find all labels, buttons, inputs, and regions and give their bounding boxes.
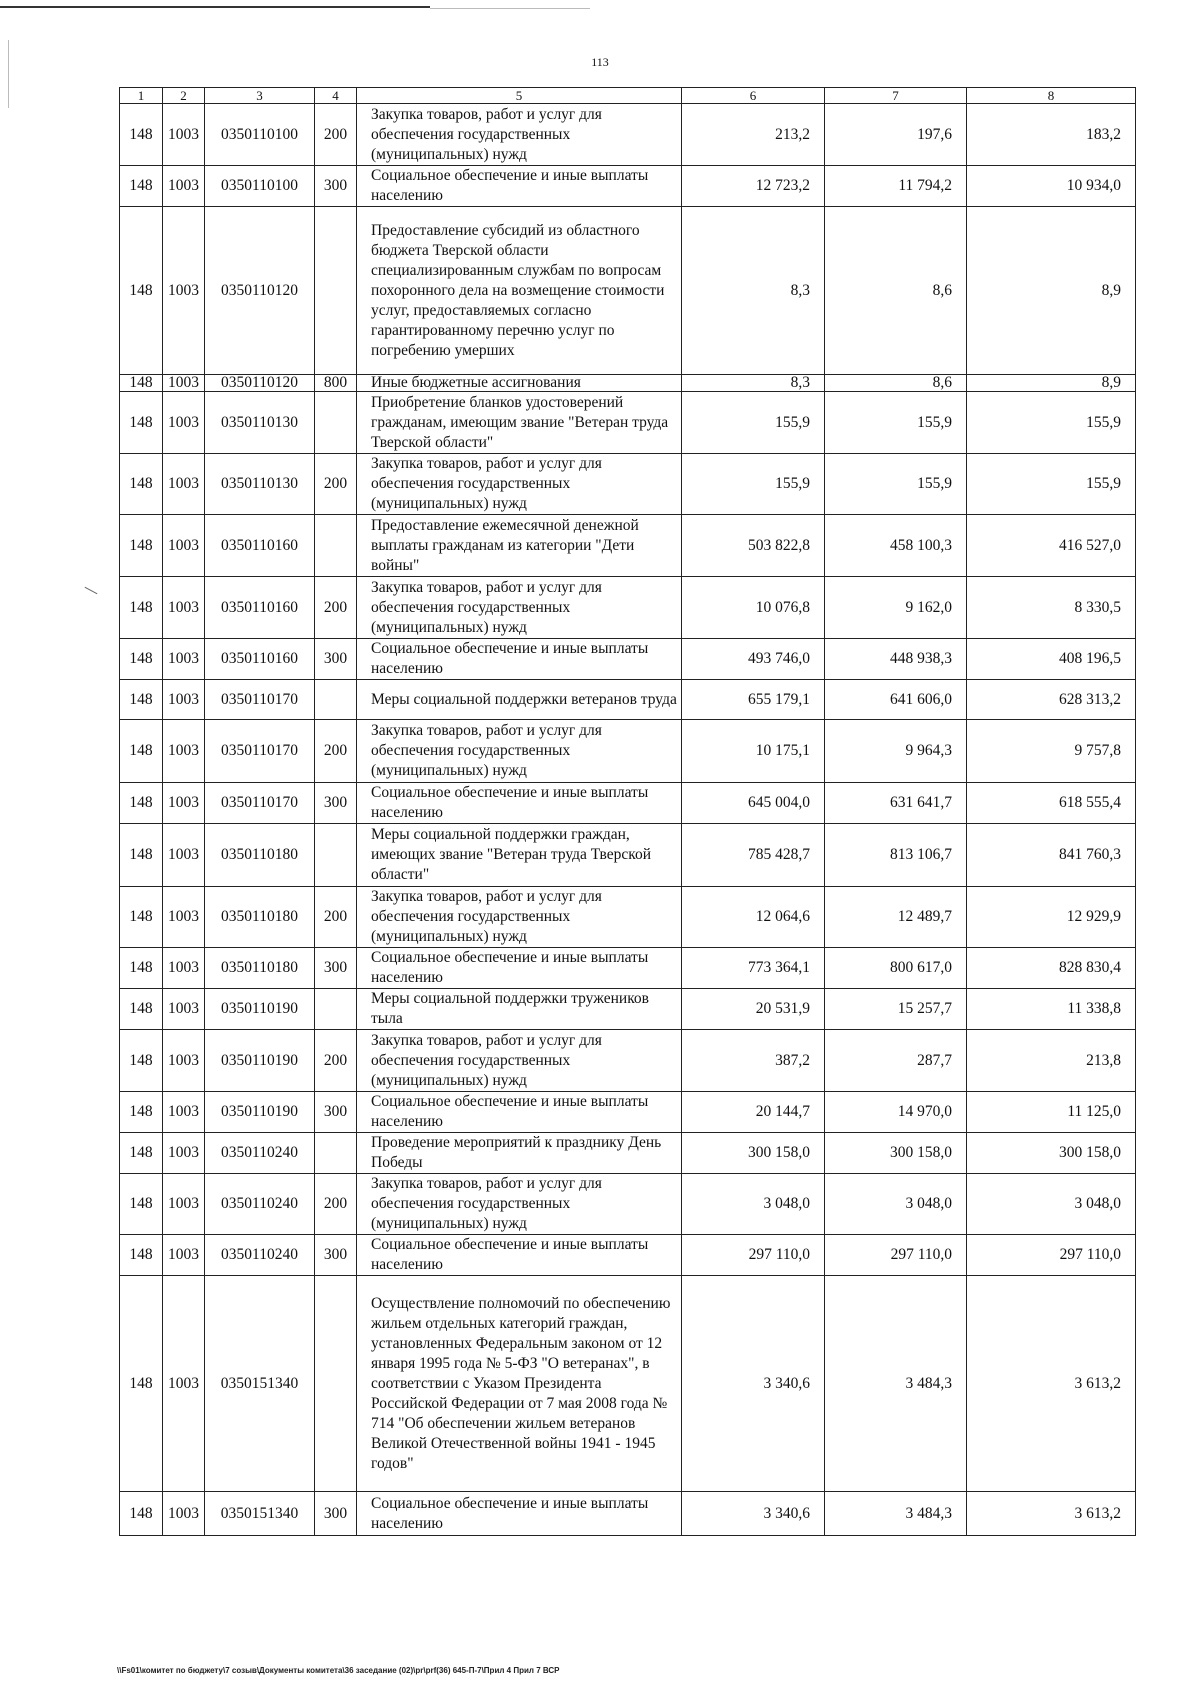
description-cell: Социальное обеспечение и иные выплаты населению	[357, 948, 682, 989]
target-article-cell: 0350110190	[205, 1092, 315, 1133]
target-article-cell: 0350110130	[205, 454, 315, 515]
amount-year3-cell: 300 158,0	[967, 1133, 1136, 1174]
description-cell: Закупка товаров, работ и услуг для обеспечения государственных (муниципальных) нужд	[357, 1030, 682, 1092]
admin-code-cell: 148	[120, 989, 163, 1030]
table-row	[120, 948, 1136, 989]
expense-type-cell: 300	[315, 948, 357, 989]
scan-top-line	[0, 6, 430, 8]
amount-year1-cell: 503 822,8	[682, 515, 825, 577]
table-row	[120, 989, 1136, 1030]
target-article-cell: 0350110190	[205, 1030, 315, 1092]
target-article-cell: 0350151340	[205, 1276, 315, 1492]
amount-year3-cell: 11 125,0	[967, 1092, 1136, 1133]
table-row	[120, 392, 1136, 454]
expense-type-cell: 200	[315, 887, 357, 948]
amount-year2-cell: 9 162,0	[825, 577, 967, 639]
description-cell: Иные бюджетные ассигнования	[357, 375, 682, 392]
description-cell: Закупка товаров, работ и услуг для обеспечения государственных (муниципальных) нужд	[357, 577, 682, 639]
section-code-cell: 1003	[163, 1133, 205, 1174]
amount-year2-cell: 9 964,3	[825, 720, 967, 783]
description-cell: Социальное обеспечение и иные выплаты населению	[357, 639, 682, 680]
admin-code-cell: 148	[120, 680, 163, 720]
expense-type-cell: 200	[315, 577, 357, 639]
column-number-row	[120, 88, 1136, 104]
table-body	[120, 104, 1136, 1536]
amount-year2-cell: 631 641,7	[825, 783, 967, 824]
amount-year1-cell: 387,2	[682, 1030, 825, 1092]
expense-type-cell: 300	[315, 1092, 357, 1133]
column-header: 1	[120, 88, 163, 104]
description-cell: Приобретение бланков удостоверений гражданам, имеющим звание "Ветеран труда Тверской области"	[357, 392, 682, 454]
section-code-cell: 1003	[163, 948, 205, 989]
target-article-cell: 0350110130	[205, 392, 315, 454]
expense-type-cell: 200	[315, 720, 357, 783]
admin-code-cell: 148	[120, 1133, 163, 1174]
section-code-cell: 1003	[163, 783, 205, 824]
expense-type-cell	[315, 207, 357, 375]
expense-type-cell	[315, 392, 357, 454]
section-code-cell: 1003	[163, 166, 205, 207]
amount-year1-cell: 12 723,2	[682, 166, 825, 207]
admin-code-cell: 148	[120, 166, 163, 207]
table-row	[120, 824, 1136, 887]
target-article-cell: 0350110160	[205, 639, 315, 680]
amount-year2-cell: 458 100,3	[825, 515, 967, 577]
admin-code-cell: 148	[120, 948, 163, 989]
description-cell: Меры социальной поддержки ветеранов труда	[357, 680, 682, 720]
expense-type-cell: 200	[315, 1030, 357, 1092]
table-row	[120, 720, 1136, 783]
target-article-cell: 0350110100	[205, 104, 315, 166]
table-row	[120, 887, 1136, 948]
target-article-cell: 0350110180	[205, 948, 315, 989]
amount-year2-cell: 12 489,7	[825, 887, 967, 948]
amount-year1-cell: 3 340,6	[682, 1492, 825, 1536]
target-article-cell: 0350110170	[205, 720, 315, 783]
budget-table	[119, 87, 1136, 1536]
amount-year3-cell: 11 338,8	[967, 989, 1136, 1030]
amount-year2-cell: 8,6	[825, 375, 967, 392]
amount-year1-cell: 3 048,0	[682, 1174, 825, 1235]
amount-year3-cell: 618 555,4	[967, 783, 1136, 824]
expense-type-cell: 800	[315, 375, 357, 392]
description-cell: Социальное обеспечение и иные выплаты населению	[357, 166, 682, 207]
section-code-cell: 1003	[163, 1235, 205, 1276]
amount-year3-cell: 841 760,3	[967, 824, 1136, 887]
admin-code-cell: 148	[120, 515, 163, 577]
section-code-cell: 1003	[163, 375, 205, 392]
section-code-cell: 1003	[163, 104, 205, 166]
amount-year2-cell: 15 257,7	[825, 989, 967, 1030]
section-code-cell: 1003	[163, 1492, 205, 1536]
description-cell: Меры социальной поддержки тружеников тыла	[357, 989, 682, 1030]
amount-year1-cell: 155,9	[682, 392, 825, 454]
section-code-cell: 1003	[163, 1030, 205, 1092]
scan-margin-mark	[85, 587, 98, 594]
column-header: 4	[315, 88, 357, 104]
target-article-cell: 0350110100	[205, 166, 315, 207]
amount-year1-cell: 297 110,0	[682, 1235, 825, 1276]
column-header: 7	[825, 88, 967, 104]
amount-year1-cell: 645 004,0	[682, 783, 825, 824]
table-row	[120, 1092, 1136, 1133]
amount-year1-cell: 785 428,7	[682, 824, 825, 887]
amount-year3-cell: 3 613,2	[967, 1276, 1136, 1492]
description-cell: Закупка товаров, работ и услуг для обеспечения государственных (муниципальных) нужд	[357, 454, 682, 515]
description-cell: Проведение мероприятий к празднику День Победы	[357, 1133, 682, 1174]
amount-year2-cell: 300 158,0	[825, 1133, 967, 1174]
section-code-cell: 1003	[163, 454, 205, 515]
section-code-cell: 1003	[163, 392, 205, 454]
target-article-cell: 0350110240	[205, 1235, 315, 1276]
amount-year3-cell: 9 757,8	[967, 720, 1136, 783]
amount-year1-cell: 20 144,7	[682, 1092, 825, 1133]
column-header: 2	[163, 88, 205, 104]
expense-type-cell: 200	[315, 1174, 357, 1235]
amount-year1-cell: 3 340,6	[682, 1276, 825, 1492]
expense-type-cell: 300	[315, 1492, 357, 1536]
target-article-cell: 0350151340	[205, 1492, 315, 1536]
amount-year3-cell: 297 110,0	[967, 1235, 1136, 1276]
table-row	[120, 104, 1136, 166]
expense-type-cell: 300	[315, 639, 357, 680]
expense-type-cell: 300	[315, 783, 357, 824]
table-row	[120, 1492, 1136, 1536]
admin-code-cell: 148	[120, 1174, 163, 1235]
column-header: 5	[357, 88, 682, 104]
target-article-cell: 0350110160	[205, 577, 315, 639]
target-article-cell: 0350110120	[205, 207, 315, 375]
amount-year1-cell: 773 364,1	[682, 948, 825, 989]
scan-top-line-faint	[430, 8, 590, 9]
table-row	[120, 1276, 1136, 1492]
page-number: 113	[591, 55, 609, 69]
amount-year2-cell: 3 484,3	[825, 1276, 967, 1492]
amount-year2-cell: 813 106,7	[825, 824, 967, 887]
section-code-cell: 1003	[163, 1092, 205, 1133]
column-header: 6	[682, 88, 825, 104]
amount-year3-cell: 3 048,0	[967, 1174, 1136, 1235]
target-article-cell: 0350110170	[205, 783, 315, 824]
table-row	[120, 680, 1136, 720]
table-row	[120, 1174, 1136, 1235]
admin-code-cell: 148	[120, 1030, 163, 1092]
amount-year3-cell: 8 330,5	[967, 577, 1136, 639]
admin-code-cell: 148	[120, 104, 163, 166]
section-code-cell: 1003	[163, 824, 205, 887]
amount-year1-cell: 213,2	[682, 104, 825, 166]
section-code-cell: 1003	[163, 577, 205, 639]
description-cell: Закупка товаров, работ и услуг для обеспечения государственных (муниципальных) нужд	[357, 887, 682, 948]
description-cell: Закупка товаров, работ и услуг для обеспечения государственных (муниципальных) нужд	[357, 720, 682, 783]
admin-code-cell: 148	[120, 1492, 163, 1536]
amount-year3-cell: 213,8	[967, 1030, 1136, 1092]
amount-year3-cell: 155,9	[967, 454, 1136, 515]
amount-year3-cell: 3 613,2	[967, 1492, 1136, 1536]
amount-year3-cell: 12 929,9	[967, 887, 1136, 948]
amount-year2-cell: 641 606,0	[825, 680, 967, 720]
description-cell: Социальное обеспечение и иные выплаты населению	[357, 1092, 682, 1133]
section-code-cell: 1003	[163, 1174, 205, 1235]
target-article-cell: 0350110180	[205, 887, 315, 948]
admin-code-cell: 148	[120, 783, 163, 824]
target-article-cell: 0350110160	[205, 515, 315, 577]
section-code-cell: 1003	[163, 515, 205, 577]
expense-type-cell	[315, 1133, 357, 1174]
section-code-cell: 1003	[163, 989, 205, 1030]
description-cell: Меры социальной поддержки граждан, имеющих звание "Ветеран труда Тверской области"	[357, 824, 682, 887]
target-article-cell: 0350110170	[205, 680, 315, 720]
amount-year2-cell: 297 110,0	[825, 1235, 967, 1276]
amount-year3-cell: 8,9	[967, 207, 1136, 375]
expense-type-cell: 200	[315, 104, 357, 166]
description-cell: Предоставление ежемесячной денежной выплаты гражданам из категории "Дети войны"	[357, 515, 682, 577]
amount-year2-cell: 14 970,0	[825, 1092, 967, 1133]
column-header: 3	[205, 88, 315, 104]
file-path-footer: \\Fs01\комитет по бюджету\7 созыв\Документы комитета\36 заседание (02)\pr\prf(36) 645-П-7\Прил 4 Прил 7 ВСР	[117, 1666, 560, 1675]
expense-type-cell	[315, 824, 357, 887]
amount-year1-cell: 10 175,1	[682, 720, 825, 783]
amount-year1-cell: 8,3	[682, 375, 825, 392]
target-article-cell: 0350110240	[205, 1133, 315, 1174]
section-code-cell: 1003	[163, 680, 205, 720]
amount-year2-cell: 800 617,0	[825, 948, 967, 989]
amount-year2-cell: 448 938,3	[825, 639, 967, 680]
target-article-cell: 0350110240	[205, 1174, 315, 1235]
table-row	[120, 207, 1136, 375]
table-row	[120, 1030, 1136, 1092]
amount-year1-cell: 20 531,9	[682, 989, 825, 1030]
description-cell: Социальное обеспечение и иные выплаты населению	[357, 1492, 682, 1536]
section-code-cell: 1003	[163, 207, 205, 375]
description-cell: Закупка товаров, работ и услуг для обеспечения государственных (муниципальных) нужд	[357, 104, 682, 166]
expense-type-cell: 300	[315, 1235, 357, 1276]
description-cell: Социальное обеспечение и иные выплаты населению	[357, 783, 682, 824]
table-row	[120, 639, 1136, 680]
table-row	[120, 515, 1136, 577]
amount-year1-cell: 8,3	[682, 207, 825, 375]
amount-year1-cell: 300 158,0	[682, 1133, 825, 1174]
admin-code-cell: 148	[120, 639, 163, 680]
description-cell: Предоставление субсидий из областного бюджета Тверской области специализированным службам по вопросам похоронного дела на возмещение стоимости услуг, предоставляемых согласно гарантированному перечню услуг по погребению умерших	[357, 207, 682, 375]
section-code-cell: 1003	[163, 887, 205, 948]
amount-year3-cell: 183,2	[967, 104, 1136, 166]
amount-year3-cell: 828 830,4	[967, 948, 1136, 989]
amount-year1-cell: 10 076,8	[682, 577, 825, 639]
admin-code-cell: 148	[120, 887, 163, 948]
table-row	[120, 783, 1136, 824]
section-code-cell: 1003	[163, 639, 205, 680]
description-cell: Осуществление полномочий по обеспечению жильем отдельных категорий граждан, установленных Федеральным законом от 12 января 1995 года № 5-ФЗ "О ветеранах", в соответствии с Указом Президента Российской Федерации от 7 мая 2008 года № 714 "Об обеспечении жильем ветеранов Великой Отечественной войны 1941 - 1945 годов"	[357, 1276, 682, 1492]
table-row	[120, 577, 1136, 639]
section-code-cell: 1003	[163, 1276, 205, 1492]
scan-side-line	[8, 40, 9, 108]
admin-code-cell: 148	[120, 1092, 163, 1133]
amount-year3-cell: 408 196,5	[967, 639, 1136, 680]
description-cell: Социальное обеспечение и иные выплаты населению	[357, 1235, 682, 1276]
amount-year2-cell: 287,7	[825, 1030, 967, 1092]
amount-year3-cell: 155,9	[967, 392, 1136, 454]
column-header: 8	[967, 88, 1136, 104]
admin-code-cell: 148	[120, 207, 163, 375]
amount-year2-cell: 3 484,3	[825, 1492, 967, 1536]
table-row	[120, 454, 1136, 515]
expense-type-cell	[315, 515, 357, 577]
admin-code-cell: 148	[120, 1276, 163, 1492]
amount-year3-cell: 10 934,0	[967, 166, 1136, 207]
section-code-cell: 1003	[163, 720, 205, 783]
amount-year1-cell: 655 179,1	[682, 680, 825, 720]
table-row	[120, 166, 1136, 207]
admin-code-cell: 148	[120, 454, 163, 515]
amount-year1-cell: 12 064,6	[682, 887, 825, 948]
amount-year3-cell: 628 313,2	[967, 680, 1136, 720]
amount-year2-cell: 11 794,2	[825, 166, 967, 207]
admin-code-cell: 148	[120, 824, 163, 887]
amount-year2-cell: 3 048,0	[825, 1174, 967, 1235]
expense-type-cell	[315, 1276, 357, 1492]
amount-year2-cell: 155,9	[825, 454, 967, 515]
amount-year3-cell: 8,9	[967, 375, 1136, 392]
amount-year2-cell: 197,6	[825, 104, 967, 166]
expense-type-cell: 300	[315, 166, 357, 207]
expense-type-cell	[315, 680, 357, 720]
admin-code-cell: 148	[120, 392, 163, 454]
amount-year1-cell: 493 746,0	[682, 639, 825, 680]
amount-year1-cell: 155,9	[682, 454, 825, 515]
amount-year3-cell: 416 527,0	[967, 515, 1136, 577]
target-article-cell: 0350110120	[205, 375, 315, 392]
admin-code-cell: 148	[120, 577, 163, 639]
expense-type-cell	[315, 989, 357, 1030]
table-row	[120, 1235, 1136, 1276]
expense-type-cell: 200	[315, 454, 357, 515]
amount-year2-cell: 8,6	[825, 207, 967, 375]
admin-code-cell: 148	[120, 720, 163, 783]
target-article-cell: 0350110180	[205, 824, 315, 887]
amount-year2-cell: 155,9	[825, 392, 967, 454]
table-row	[120, 1133, 1136, 1174]
table-row	[120, 375, 1136, 392]
admin-code-cell: 148	[120, 1235, 163, 1276]
target-article-cell: 0350110190	[205, 989, 315, 1030]
admin-code-cell: 148	[120, 375, 163, 392]
description-cell: Закупка товаров, работ и услуг для обеспечения государственных (муниципальных) нужд	[357, 1174, 682, 1235]
